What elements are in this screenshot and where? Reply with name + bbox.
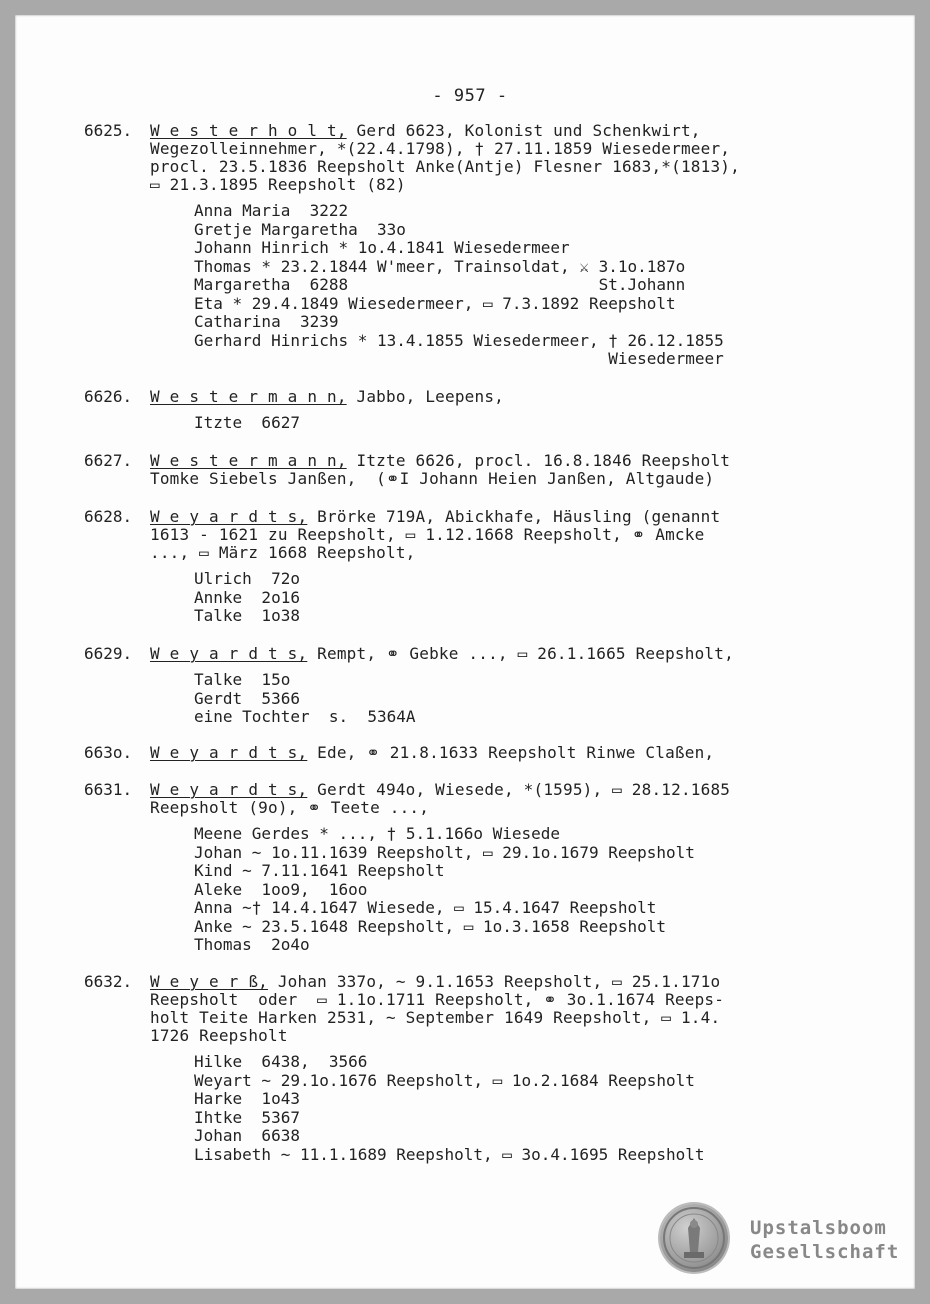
genealogy-entry bbox=[84, 122, 824, 369]
entry-text-line: Reepsholt (9o), ⚭ Teete ..., bbox=[150, 798, 430, 817]
children-list bbox=[194, 414, 824, 433]
child-line: Itzte 6627 bbox=[194, 413, 300, 432]
logo-line1: Upstalsboom bbox=[750, 1217, 887, 1239]
children-list bbox=[194, 671, 824, 727]
child-line: Johan 6638 bbox=[194, 1126, 300, 1145]
genealogy-entry bbox=[84, 744, 824, 762]
entry-text-line: Reepsholt oder ▭ 1.1o.1711 Reepsholt, ⚭ 3o.1.1674 Reeps- bbox=[150, 990, 725, 1009]
entry-text bbox=[150, 973, 824, 1045]
seal-icon bbox=[660, 1204, 728, 1272]
entry-surname: W e y a r d t s, bbox=[150, 780, 308, 799]
genealogy-entry bbox=[84, 973, 824, 1164]
child-line: Johann Hinrich * 1o.4.1841 Wiesedermeer bbox=[194, 238, 570, 257]
entry-text-line: Itzte 6626, procl. 16.8.1846 Reepsholt bbox=[346, 451, 731, 470]
genealogy-entry bbox=[84, 781, 824, 955]
entry-surname: W e s t e r m a n n, bbox=[150, 387, 347, 406]
child-line: Anna ~† 14.4.1647 Wiesede, ▭ 15.4.1647 Reepsholt bbox=[194, 898, 657, 917]
genealogy-entry bbox=[84, 452, 824, 488]
child-line: Thomas * 23.2.1844 W'meer, Trainsoldat, ⚔ 3.1o.187o bbox=[194, 256, 686, 276]
entry-text bbox=[150, 744, 824, 762]
child-line: Thomas 2o4o bbox=[194, 935, 310, 954]
genealogy-entry bbox=[84, 508, 824, 626]
child-line: Anna Maria 3222 bbox=[194, 201, 349, 220]
child-line: eine Tochter s. 5364A bbox=[194, 707, 416, 726]
entry-number: 6625. bbox=[84, 121, 133, 140]
child-line: Weyart ~ 29.1o.1676 Reepsholt, ▭ 1o.2.1684 Reepsholt bbox=[194, 1070, 695, 1090]
entry-text bbox=[150, 781, 824, 817]
child-line: Ulrich 72o bbox=[194, 569, 300, 588]
entry-text-line: holt Teite Harken 2531, ~ September 1649 Reepsholt, ▭ 1.4. bbox=[150, 1008, 721, 1027]
entry-text-line: Gerd 6623, Kolonist und Schenkwirt, bbox=[346, 121, 701, 140]
entry-text-line: 1613 - 1621 zu Reepsholt, ▭ 1.12.1668 Reepsholt, ⚭ Amcke bbox=[150, 525, 705, 544]
logo-line2: Gesellschaft bbox=[750, 1241, 900, 1263]
entry-text bbox=[150, 452, 824, 488]
entry-number: 6629. bbox=[84, 644, 133, 663]
entry-number: 6632. bbox=[84, 972, 133, 991]
entry-text bbox=[150, 645, 824, 663]
children-list bbox=[194, 570, 824, 626]
entry-text-line: Jabbo, Leepens, bbox=[346, 387, 504, 406]
entry-text-line: Johan 337o, ~ 9.1.1653 Reepsholt, ▭ 25.1.171o bbox=[268, 972, 721, 991]
entry-number: 6631. bbox=[84, 780, 133, 799]
child-line: Talke 1o38 bbox=[194, 606, 300, 625]
entry-number: 6626. bbox=[84, 387, 133, 406]
child-line: Ihtke 5367 bbox=[194, 1107, 300, 1127]
logo-text bbox=[750, 1216, 899, 1264]
entry-text-line: Gerdt 494o, Wiesede, *(1595), ▭ 28.12.1685 bbox=[307, 780, 731, 799]
genealogy-entry bbox=[84, 388, 824, 433]
child-line: Gerhard Hinrichs * 13.4.1855 Wiesedermeer, † 26.12.1855 bbox=[194, 330, 724, 350]
children-list bbox=[194, 825, 824, 955]
entry-number: 6628. bbox=[84, 507, 133, 526]
genealogy-entry bbox=[84, 645, 824, 727]
entry-surname: W e s t e r m a n n, bbox=[150, 451, 347, 470]
child-line: Margaretha 6288 St.Johann bbox=[194, 275, 686, 294]
entry-surname: W e y a r d t s, bbox=[150, 644, 308, 663]
page-number: - 957 - bbox=[432, 86, 508, 106]
child-line: Johan ~ 1o.11.1639 Reepsholt, ▭ 29.1o.1679 Reepsholt bbox=[194, 842, 695, 862]
child-line: Gretje Margaretha 33o bbox=[194, 219, 406, 239]
child-line: Aleke 1oo9, 16oo bbox=[194, 879, 368, 899]
child-line: Meene Gerdes * ..., † 5.1.166o Wiesede bbox=[194, 824, 561, 843]
child-line: Eta * 29.4.1849 Wiesedermeer, ▭ 7.3.1892 Reepsholt bbox=[194, 293, 676, 313]
entry-text-line: Wegezolleinnehmer, *(22.4.1798), † 27.11.1859 Wiesedermeer, bbox=[150, 139, 731, 158]
entry-text-line: 1726 Reepsholt bbox=[150, 1026, 288, 1045]
child-line: Talke 15o bbox=[194, 670, 291, 689]
entry-text-line: ▭ 21.3.1895 Reepsholt (82) bbox=[150, 175, 406, 194]
child-line: Anke ~ 23.5.1648 Reepsholt, ▭ 1o.3.1658 Reepsholt bbox=[194, 916, 667, 936]
child-line: Lisabeth ~ 11.1.1689 Reepsholt, ▭ 3o.4.1695 Reepsholt bbox=[194, 1144, 705, 1164]
children-list bbox=[194, 1053, 824, 1164]
entry-text-line: Ede, ⚭ 21.8.1633 Reepsholt Rinwe Claßen, bbox=[307, 743, 715, 762]
entry-text-line: procl. 23.5.1836 Reepsholt Anke(Antje) Flesner 1683,*(1813), bbox=[150, 157, 740, 176]
entry-text-line: Tomke Siebels Janßen, (⚭I Johann Heien Janßen, Altgaude) bbox=[150, 469, 715, 488]
entry-text-line: ..., ▭ März 1668 Reepsholt, bbox=[150, 543, 416, 562]
entry-surname: W e y a r d t s, bbox=[150, 507, 308, 526]
child-line: Harke 1o43 bbox=[194, 1089, 300, 1108]
entry-number: 663o. bbox=[84, 743, 133, 762]
child-line: Hilke 6438, 3566 bbox=[194, 1052, 368, 1071]
upstalsboom-logo bbox=[660, 1204, 910, 1274]
child-line: Annke 2o16 bbox=[194, 587, 300, 607]
entry-text bbox=[150, 388, 824, 406]
entry-surname: W e y a r d t s, bbox=[150, 743, 308, 762]
entry-text bbox=[150, 508, 824, 562]
entry-surname: W e y e r ß, bbox=[150, 972, 268, 991]
entry-surname: W e s t e r h o l t, bbox=[150, 121, 347, 140]
children-list bbox=[194, 202, 824, 369]
child-line: Catharina 3239 bbox=[194, 312, 339, 331]
child-line: Gerdt 5366 bbox=[194, 688, 300, 708]
entry-text-line: Rempt, ⚭ Gebke ..., ▭ 26.1.1665 Reepsholt, bbox=[307, 644, 734, 663]
child-line: Wiesedermeer bbox=[194, 349, 724, 368]
child-line: Kind ~ 7.11.1641 Reepsholt bbox=[194, 861, 445, 880]
entry-text bbox=[150, 122, 824, 194]
entry-number: 6627. bbox=[84, 451, 133, 470]
entry-text-line: Brörke 719A, Abickhafe, Häusling (genannt bbox=[307, 507, 721, 526]
